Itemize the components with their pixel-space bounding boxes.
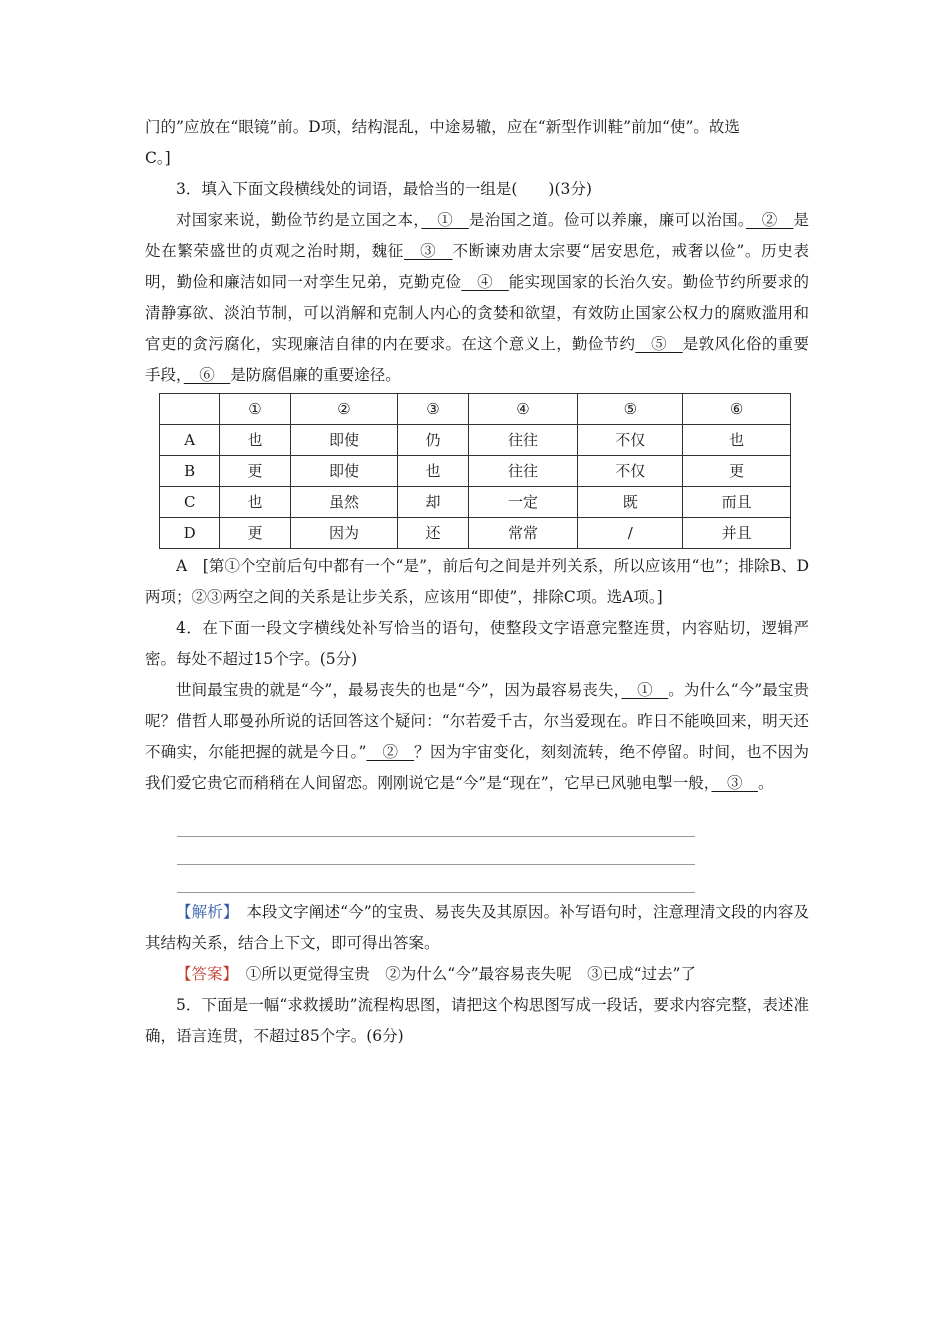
q4-analysis: 【解析】 本段文字阐述“今”的宝贵、易丧失及其原因。补写语句时，注意理清文段的内容及其结构关系，结合上下文，即可得出答案。 — [145, 903, 809, 952]
blank-2: ② — [745, 211, 794, 229]
blank-6: ⑥ — [183, 366, 231, 384]
q3-answer: A [第①个空前后句中都有一个“是”，前后句之间是并列关系，所以应该用“也”；排除B、D两项；②③两空之间的关系是让步关系，应该用“即使”，排除C项。选A项。] — [145, 557, 809, 606]
answer-lines — [177, 809, 809, 893]
answer-line — [177, 865, 695, 893]
table-row: C 也 虽然 却 一定 既 而且 — [160, 487, 791, 518]
blank-4: ④ — [461, 273, 509, 291]
table-row: A 也 即使 仍 往往 不仅 也 — [160, 425, 791, 456]
document-page — [145, 112, 809, 1052]
q3-passage: 对国家来说，勤俭节约是立国之本， ① 是治国之道。俭可以养廉，廉可以治国。 ② 是处在繁荣盛世的贞观之治时期，魏征 ③ 不断谏劝唐太宗要“居安思危，戒奢以俭”。历史表明，勤俭和廉洁如同一对孪生兄弟，克勤克俭 ④ 能实现国家的长治久安。勤俭节约所要求的清静寡欲、淡泊节制，可以消解和克制人内心的贪婪和欲望，有效防止国家公权力的腐败滥用和官吏的贪污腐化，实现廉洁自律的内在要求。在这个意义上，勤俭节约 ⑤ 是敦风化俗的重要手段， ⑥ 是防腐倡廉的重要途径。 — [145, 211, 809, 384]
table-row: D 更 因为 还 常常 / 并且 — [160, 518, 791, 549]
q3-title: 3．填入下面文段横线处的词语，最恰当的一组是( )(3分) — [176, 180, 592, 198]
q4-passage: 世间最宝贵的就是“今”，最易丧失的也是“今”，因为最容易丧失， ① 。为什么“今”最宝贵呢？借哲人耶曼孙所说的话回答这个疑问：“尔若爱千古，尔当爱现在。昨日不能唤回来，明天还不确实，尔能把握的就是今日。” ② ？因为宇宙变化，刻刻流转，绝不停留。时间，也不因为我们爱它贵它而稍稍在人间留恋。刚刚说它是“今”是“现在”，它早已风驰电掣一般， ③ 。 — [145, 681, 809, 792]
blank-1: ① — [421, 211, 469, 229]
blank-3: ③ — [403, 242, 453, 260]
q5-title: 5．下面是一幅“求救援助”流程构思图，请把这个构思图写成一段话，要求内容完整，表述准确，语言连贯，不超过85个字。(6分) — [145, 996, 809, 1045]
options-table — [159, 393, 791, 549]
q4-blank-3: ③ — [711, 774, 758, 792]
answer-label: 【答案】 — [176, 965, 231, 983]
table-header-row: ① ② ③ ④ ⑤ ⑥ — [160, 394, 791, 425]
q4-title: 4．在下面一段文字横线处补写恰当的语句，使整段文字语意完整连贯，内容贴切，逻辑严密。每处不超过15个字。(5分) — [145, 619, 809, 668]
intro-paragraph: 门的”应放在“眼镜”前。D项，结构混乱，中途易辙，应在“新型作训鞋”前加“使”。故选 C。] — [145, 118, 740, 167]
answer-line — [177, 837, 695, 865]
table-row: B 更 即使 也 往往 不仅 更 — [160, 456, 791, 487]
analysis-label: 【解析】 — [176, 903, 231, 921]
answer-line — [177, 809, 695, 837]
blank-5: ⑤ — [635, 335, 683, 353]
q4-answer: 【答案】 ①所以更觉得宝贵 ②为什么“今”最容易丧失呢 ③已成“过去”了 — [176, 965, 696, 983]
q4-blank-2: ② — [366, 743, 415, 761]
q4-blank-1: ① — [621, 681, 669, 699]
